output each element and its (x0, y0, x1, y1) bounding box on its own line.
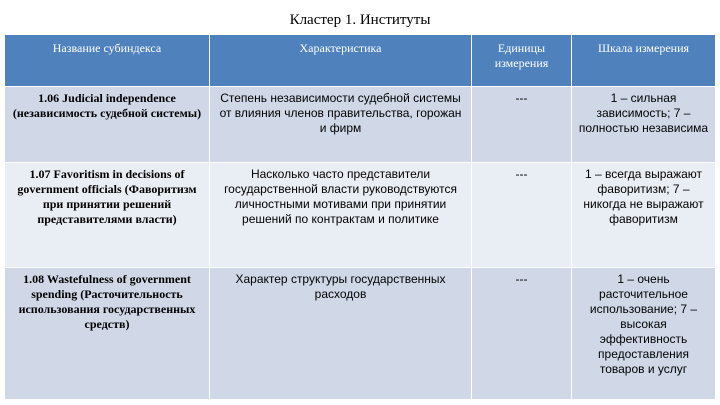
header-scale: Шкала измерения (572, 35, 716, 87)
header-characteristic: Характеристика (210, 35, 472, 87)
subindex-table (4, 34, 716, 400)
cell-subindex-name: 1.07 Favoritism in decisions of government officials (Фаворитизм при принятии решений представителями власти) (5, 163, 210, 268)
header-subindex-name: Название субиндекса (5, 35, 210, 87)
cell-characteristic: Степень независимости судебной системы от влияния членов правительства, горожан и фирм (210, 87, 472, 163)
page-title: Кластер 1. Институты (289, 12, 431, 28)
cell-characteristic: Насколько часто представители государственной власти руководствуются личностными мотивами при принятии решений по контрактам и политике (210, 163, 472, 268)
cell-subindex-name: 1.06 Judicial independence (независимость судебной системы) (5, 87, 210, 163)
table-row (5, 163, 716, 268)
header-units: Единицы измерения (472, 35, 572, 87)
table-row (5, 268, 716, 400)
cell-scale: 1 – всегда выражают фаворитизм; 7 – никогда не выражают фаворитизм (572, 163, 716, 268)
cell-units: --- (472, 87, 572, 163)
cell-subindex-name: 1.08 Wastefulness of government spending (Расточительность использования государственных средств) (5, 268, 210, 400)
cell-units: --- (472, 163, 572, 268)
cell-scale: 1 – сильная зависимость; 7 – полностью независима (572, 87, 716, 163)
table-header-row (5, 35, 716, 87)
cell-characteristic: Характер структуры государственных расходов (210, 268, 472, 400)
cell-scale: 1 – очень расточительное использование; 7 – высокая эффективность предоставления товаров и услуг (572, 268, 716, 400)
table-row (5, 87, 716, 163)
cell-units: --- (472, 268, 572, 400)
